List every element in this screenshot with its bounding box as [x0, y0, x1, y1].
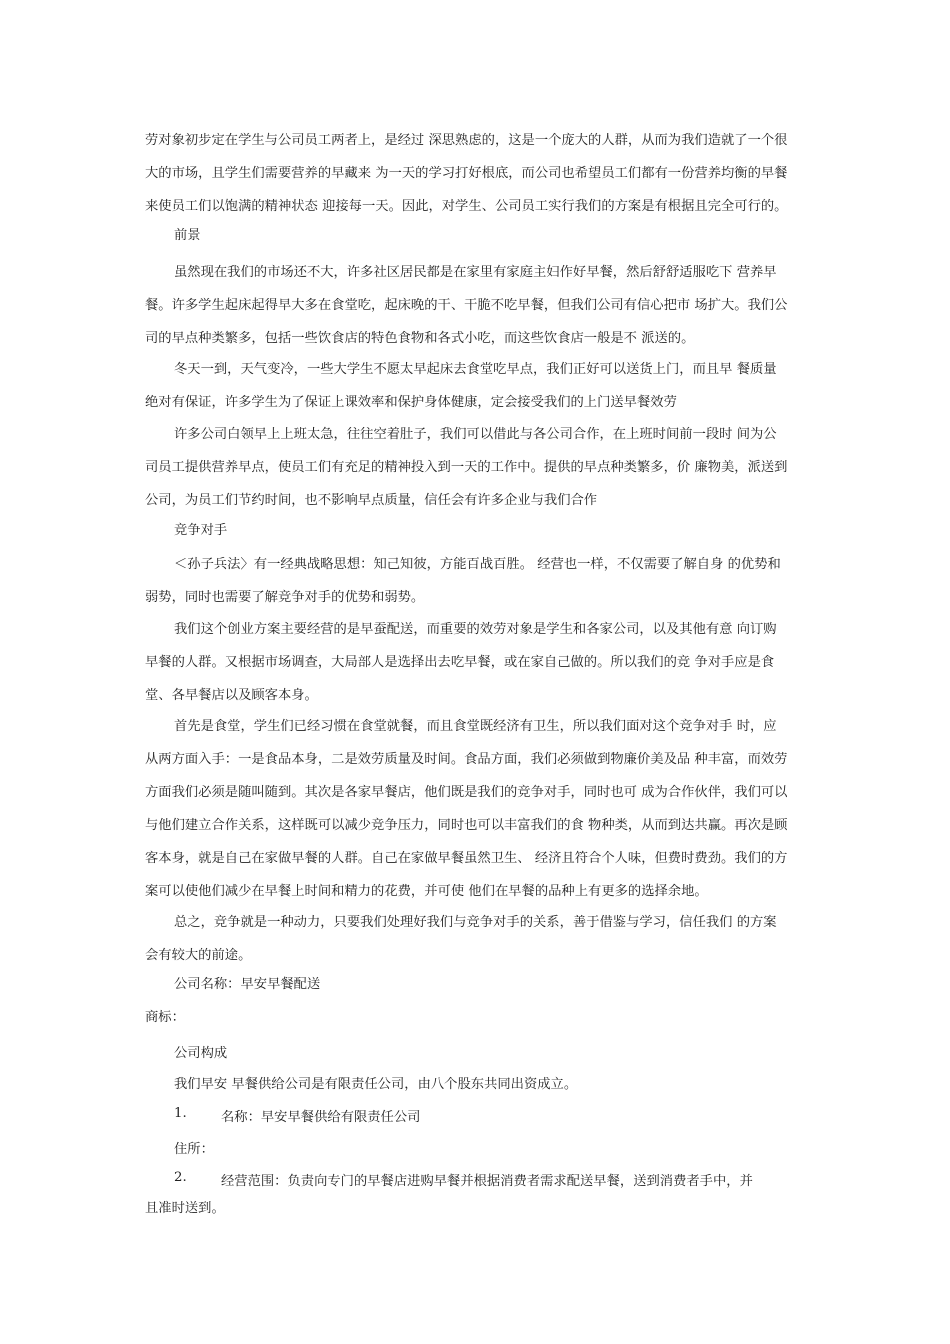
text-line: 餐。许多学生起床起得早大多在食堂吃，起床晚的干、干脆不吃早餐，但我们公司有信心把市 场扩大。我们公: [145, 298, 788, 313]
text-line: 绝对有保证，许多学生为了保证上课效率和保护身体健康，定会接受我们的上门送早餐效劳: [145, 395, 677, 410]
list-number: 1.: [174, 1106, 187, 1121]
text-line: 公司，为员工们节约时间，也不影响早点质量，信任会有许多企业与我们合作: [145, 493, 598, 508]
paragraph-company-intro: 我们早安 早餐供给公司是有限责任公司，由八个股东共同出资成立。: [174, 1077, 578, 1092]
heading-competitors: 竞争对手: [174, 523, 228, 538]
list-item-name: 名称：早安早餐供给有限责任公司: [221, 1110, 421, 1125]
text-line: 大的市场，且学生们需要营养的早藏来 为一天的学习打好根底，而公司也希望员工们都有一份营养均衡的早餐: [145, 166, 788, 181]
text-line: 总之，竞争就是一种动力，只要我们处理好我们与竞争对手的关系，善于借鉴与学习，信任我们 的方案: [174, 915, 777, 930]
paragraph-sunzi: [145, 548, 815, 614]
text-line: 方面我们必须是随叫随到。其次是各家早餐店，他们既是我们的竞争对手，同时也可 成为合作伙伴，我们可以: [145, 785, 788, 800]
list-item-scope-continued: 且准时送到。: [145, 1201, 225, 1216]
paragraph-prospects: [145, 256, 815, 355]
text-line: ＜孙子兵法〉有一经典战略思想：知己知彼，方能百战百胜。 经营也一样，不仅需要了解自身 的优势和: [174, 557, 781, 572]
paragraph-winter: [145, 353, 815, 419]
heading-company-structure: 公司构成: [174, 1046, 228, 1061]
text-line: 许多公司白领早上上班太急，往往空着肚子，我们可以借此与各公司合作，在上班时间前一段时 间为公: [174, 427, 777, 442]
text-line: 早餐的人群。又根据市场调查，大局部人是选择出去吃早餐，或在家自己做的。所以我们的竞 争对手应是食: [145, 655, 775, 670]
text-line: 堂、各早餐店以及顾客本身。: [145, 688, 318, 703]
address-label: 住所：: [174, 1142, 214, 1157]
text-line: 首先是食堂，学生们已经习惯在食堂就餐，而且食堂既经济有卫生，所以我们面对这个竞争对手 时，应: [174, 719, 777, 734]
list-number: 2.: [174, 1170, 187, 1185]
text-line: 从两方面入手：一是食品本身，二是效劳质量及时间。食品方面，我们必须做到物廉价美及品 种丰富，而效劳: [145, 752, 788, 767]
text-line: 劳对象初步定在学生与公司员工两者上，是经过 深思熟虑的，这是一个庞大的人群，从而为我们造就了一个很: [145, 133, 788, 148]
text-line: 司的早点种类繁多，包括一些饮食店的特色食物和各式小吃，而这些饮食店一般是不 派送的。: [145, 331, 695, 346]
paragraph-target-customers: [145, 124, 815, 223]
text-line: 司员工提供营养早点，使员工们有充足的精神投入到一天的工作中。提供的早点种类繁多，价 廉物美，派送到: [145, 460, 788, 475]
list-item-scope: 经营范围：负责向专门的早餐店进购早餐并根据消费者需求配送早餐，送到消费者手中，并: [221, 1174, 753, 1189]
text-line: 我们这个创业方案主要经营的是早蚕配送，而重要的效劳对象是学生和各家公司，以及其他有意 向订购: [174, 622, 777, 637]
paragraph-business-plan: [145, 613, 815, 712]
text-line: 来使员工们以饱满的精神状态 迎接每一天。因此，对学生、公司员工实行我们的方案是有根据且完全可行的。: [145, 199, 788, 214]
text-line: 虽然现在我们的市场还不大，许多社区居民都是在家里有家庭主妇作好早餐，然后舒舒适服吃下 营养早: [174, 265, 777, 280]
paragraph-competition-analysis: [145, 710, 815, 908]
text-line: 与他们建立合作关系，这样既可以减少竞争压力，同时也可以丰富我们的食 物种类，从而到达共赢。再次是顾: [145, 818, 788, 833]
text-line: 会有较大的前途。: [145, 948, 252, 963]
text-line: 弱势，同时也需要了解竞争对手的优势和弱势。: [145, 590, 425, 605]
paragraph-white-collar: [145, 418, 815, 517]
trademark-label: 商标：: [145, 1010, 185, 1025]
company-name: 公司名称：早安早餐配送: [174, 977, 321, 992]
paragraph-conclusion: [145, 906, 815, 972]
heading-prospects: 前景: [174, 228, 201, 243]
text-line: 冬天一到，天气变冷，一些大学生不愿太早起床去食堂吃早点，我们正好可以送货上门，而且早 餐质量: [174, 362, 777, 377]
text-line: 案可以使他们减少在早餐上时间和精力的花费，并可使 他们在早餐的品种上有更多的选择余地。: [145, 884, 708, 899]
text-line: 客本身，就是自己在家做早餐的人群。自己在家做早餐虽然卫生、 经济且符合个人味，但费时费劲。我们的方: [145, 851, 788, 866]
